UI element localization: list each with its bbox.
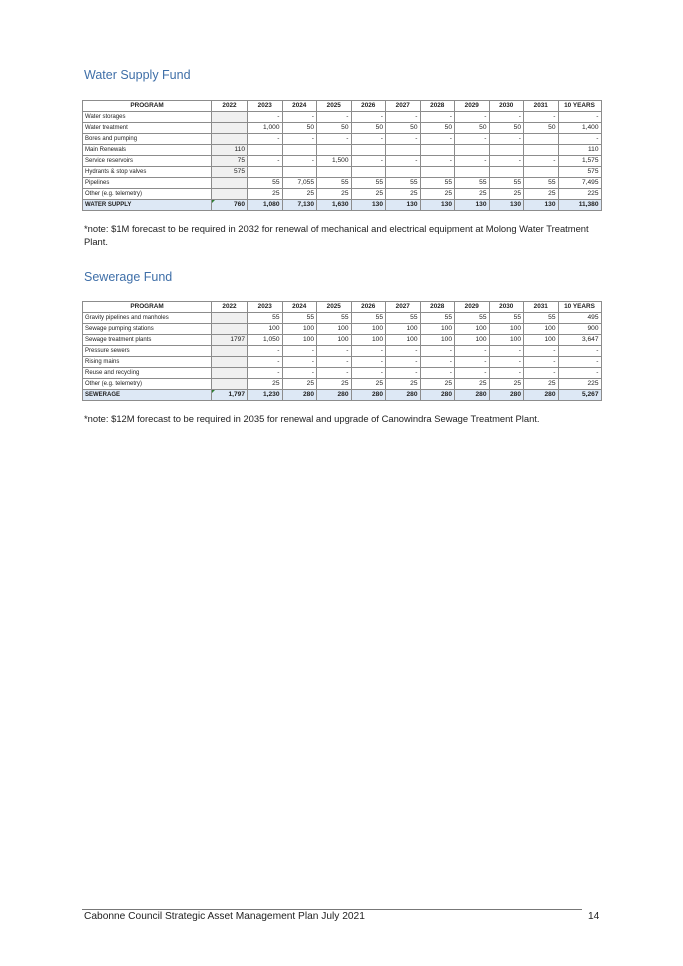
table-cell (282, 167, 317, 178)
table-cell (212, 200, 248, 211)
table-cell: - (420, 156, 455, 167)
table-cell: 280 (351, 390, 386, 401)
table-cell: - (317, 357, 352, 368)
table-row (83, 368, 602, 379)
table-cell: 25 (489, 189, 524, 200)
table-cell: 225 (558, 189, 601, 200)
table-cell: 25 (524, 379, 559, 390)
sewerage-title: Sewerage Fund (84, 270, 173, 284)
table-cell: - (455, 368, 490, 379)
table-cell (351, 167, 386, 178)
table-cell: 100 (282, 324, 317, 335)
table-cell: - (317, 368, 352, 379)
table-cell: 100 (420, 335, 455, 346)
table-cell: - (351, 156, 386, 167)
table-cell: 55 (420, 313, 455, 324)
table-cell (420, 145, 455, 156)
row-label: Other (e.g. telemetry) (83, 379, 212, 390)
table-cell: 100 (524, 324, 559, 335)
table-cell: 25 (282, 379, 317, 390)
table-cell: - (386, 357, 421, 368)
total-row (83, 390, 602, 401)
table-cell: - (248, 156, 283, 167)
table-cell (212, 368, 248, 379)
table-cell: 130 (524, 200, 559, 211)
table-cell (212, 379, 248, 390)
table-cell: - (524, 346, 559, 357)
row-label: Other (e.g. telemetry) (83, 189, 212, 200)
table-cell: 25 (317, 189, 352, 200)
table-cell: 3,647 (558, 335, 601, 346)
table-cell: - (351, 112, 386, 123)
water-supply-note: *note: $1M forecast to be required in 2032 for renewal of mechanical and electrical equipment at Molong Water Treatment Plant. (84, 223, 589, 247)
total-row (83, 200, 602, 211)
table-cell (524, 134, 559, 145)
water-supply-title: Water Supply Fund (84, 68, 191, 82)
row-label: Gravity pipelines and manholes (83, 313, 212, 324)
table-cell: 280 (420, 390, 455, 401)
table-row (83, 167, 602, 178)
table-cell: 280 (386, 390, 421, 401)
table-cell: - (558, 368, 601, 379)
table-cell: - (489, 112, 524, 123)
table-cell: 50 (524, 123, 559, 134)
table-cell: 25 (420, 379, 455, 390)
column-header: 10 YEARS (558, 101, 601, 112)
table-cell: - (386, 134, 421, 145)
table-cell: 25 (317, 379, 352, 390)
table-cell: 55 (420, 178, 455, 189)
table-cell: 575 (212, 167, 248, 178)
table-cell: - (489, 368, 524, 379)
table-cell: 25 (386, 189, 421, 200)
column-header: 2023 (248, 101, 283, 112)
table-cell: 130 (351, 200, 386, 211)
table-cell: 900 (558, 324, 601, 335)
table-cell: - (317, 112, 352, 123)
table-cell (386, 145, 421, 156)
table-row (83, 335, 602, 346)
table-cell: 25 (420, 189, 455, 200)
table-cell: 25 (248, 379, 283, 390)
column-header: 2023 (248, 302, 283, 313)
table-cell: 50 (282, 123, 317, 134)
table-cell: - (558, 134, 601, 145)
table-cell: - (420, 368, 455, 379)
table-cell: 100 (489, 324, 524, 335)
table-cell: - (248, 134, 283, 145)
table-cell: - (282, 134, 317, 145)
row-label: Rising mains (83, 357, 212, 368)
table-header-row (83, 302, 602, 313)
table-cell: 100 (386, 324, 421, 335)
table-cell: 25 (455, 189, 490, 200)
table-cell: - (248, 112, 283, 123)
table-row (83, 324, 602, 335)
table-cell: - (351, 134, 386, 145)
table-cell: 100 (489, 335, 524, 346)
table-cell: 50 (317, 123, 352, 134)
table-cell (489, 145, 524, 156)
table-cell: 25 (386, 379, 421, 390)
sewerage-table-body (83, 313, 602, 401)
table-cell (212, 189, 248, 200)
row-label: Water storages (83, 112, 212, 123)
table-cell (524, 167, 559, 178)
table-cell: 280 (489, 390, 524, 401)
table-cell: - (455, 156, 490, 167)
row-label: WATER SUPPLY (83, 200, 212, 211)
water-table-body (83, 112, 602, 211)
table-cell: - (317, 134, 352, 145)
table-cell: - (386, 156, 421, 167)
table-cell: 55 (524, 178, 559, 189)
table-cell: - (420, 134, 455, 145)
table-cell (282, 145, 317, 156)
table-cell: - (420, 112, 455, 123)
table-cell: 55 (455, 313, 490, 324)
table-cell: 1,230 (248, 390, 283, 401)
table-cell: 55 (386, 313, 421, 324)
table-cell: 50 (455, 123, 490, 134)
table-cell: 100 (282, 335, 317, 346)
table-cell: 7,130 (282, 200, 317, 211)
table-cell (248, 167, 283, 178)
table-cell (524, 145, 559, 156)
table-cell: 100 (317, 324, 352, 335)
table-cell: 75 (212, 156, 248, 167)
table-cell: 50 (351, 123, 386, 134)
table-cell: 25 (489, 379, 524, 390)
column-header: 2026 (351, 101, 386, 112)
table-cell: - (524, 156, 559, 167)
column-header: 2022 (212, 302, 248, 313)
table-cell: 5,267 (558, 390, 601, 401)
table-cell: - (455, 112, 490, 123)
table-cell: - (489, 357, 524, 368)
column-header: 2027 (386, 101, 421, 112)
row-label: Sewage treatment plants (83, 335, 212, 346)
sewerage-note: *note: $12M forecast to be required in 2035 for renewal and upgrade of Canowindra Sewage Treatment Plant. (84, 413, 540, 424)
column-header: 2022 (212, 101, 248, 112)
table-row (83, 346, 602, 357)
table-cell: - (248, 346, 283, 357)
table-cell (248, 145, 283, 156)
table-cell: - (524, 112, 559, 123)
table-cell: - (455, 357, 490, 368)
table-cell: 55 (524, 313, 559, 324)
table-cell: - (524, 368, 559, 379)
table-cell: 25 (351, 379, 386, 390)
table-cell: 100 (455, 324, 490, 335)
table-cell (212, 134, 248, 145)
row-label: Main Renewals (83, 145, 212, 156)
table-cell: 55 (282, 313, 317, 324)
table-cell: - (524, 357, 559, 368)
column-header: 2029 (455, 302, 490, 313)
row-label: Bores and pumping (83, 134, 212, 145)
column-header: 2025 (317, 101, 352, 112)
table-cell: - (558, 346, 601, 357)
table-cell: - (386, 368, 421, 379)
row-label: Reuse and recycling (83, 368, 212, 379)
table-cell: - (558, 357, 601, 368)
footer-divider (82, 909, 582, 910)
table-cell: - (455, 134, 490, 145)
row-label: SEWERAGE (83, 390, 212, 401)
column-header: 2024 (282, 302, 317, 313)
row-label: Pressure sewers (83, 346, 212, 357)
table-cell: - (420, 357, 455, 368)
column-header: 2031 (524, 101, 559, 112)
column-header: 2026 (351, 302, 386, 313)
table-cell: 110 (212, 145, 248, 156)
water-supply-table (82, 100, 602, 211)
table-cell: 280 (282, 390, 317, 401)
table-cell (455, 167, 490, 178)
table-cell: 50 (386, 123, 421, 134)
table-cell: 495 (558, 313, 601, 324)
row-label: Water treatment (83, 123, 212, 134)
table-cell: 25 (351, 189, 386, 200)
column-header: 2024 (282, 101, 317, 112)
table-cell: 25 (248, 189, 283, 200)
table-cell: 11,380 (558, 200, 601, 211)
table-cell: - (282, 156, 317, 167)
column-header: 2029 (455, 101, 490, 112)
page-number: 14 (588, 911, 600, 922)
table-cell: 7,495 (558, 178, 601, 189)
table-cell: - (489, 346, 524, 357)
table-cell: 280 (524, 390, 559, 401)
table-cell: 1,080 (248, 200, 283, 211)
table-cell: - (455, 346, 490, 357)
table-cell: 100 (351, 324, 386, 335)
table-cell (351, 145, 386, 156)
table-cell (317, 167, 352, 178)
table-cell: - (248, 368, 283, 379)
table-cell (212, 324, 248, 335)
table-cell: 110 (558, 145, 601, 156)
table-cell: - (282, 368, 317, 379)
sewerage-table (82, 301, 602, 401)
table-row (83, 357, 602, 368)
table-cell (212, 390, 248, 401)
table-cell: 280 (317, 390, 352, 401)
table-cell: - (420, 346, 455, 357)
table-cell (212, 357, 248, 368)
table-row (83, 156, 602, 167)
table-row (83, 112, 602, 123)
table-cell: 50 (489, 123, 524, 134)
table-cell: 55 (317, 313, 352, 324)
table-cell: 50 (420, 123, 455, 134)
table-cell: 130 (489, 200, 524, 211)
table-cell: 100 (386, 335, 421, 346)
table-cell: 7,055 (282, 178, 317, 189)
table-cell: - (386, 112, 421, 123)
row-label: Hydrants & stop valves (83, 167, 212, 178)
table-row (83, 189, 602, 200)
table-cell: - (282, 357, 317, 368)
table-row (83, 145, 602, 156)
table-header-row (83, 101, 602, 112)
table-row (83, 313, 602, 324)
column-header: 2030 (489, 101, 524, 112)
table-cell: - (558, 112, 601, 123)
table-cell (420, 167, 455, 178)
footer-title: Cabonne Council Strategic Asset Management Plan July 2021 (84, 911, 365, 922)
cell-value: 1,797 (228, 391, 245, 398)
table-cell: 130 (386, 200, 421, 211)
table-cell (212, 123, 248, 134)
row-label: Pipelines (83, 178, 212, 189)
table-cell: 1797 (212, 335, 248, 346)
table-cell: - (282, 112, 317, 123)
table-cell: 25 (282, 189, 317, 200)
row-label: Service reservoirs (83, 156, 212, 167)
table-cell: 55 (248, 313, 283, 324)
table-cell: - (351, 357, 386, 368)
cell-marker-icon (212, 200, 215, 203)
table-cell: 130 (455, 200, 490, 211)
table-cell: 55 (248, 178, 283, 189)
cell-marker-icon (212, 390, 215, 393)
table-cell: - (351, 346, 386, 357)
column-header: 2027 (386, 302, 421, 313)
table-cell: 55 (455, 178, 490, 189)
table-cell: 1,000 (248, 123, 283, 134)
table-cell (212, 178, 248, 189)
table-cell: 1,050 (248, 335, 283, 346)
table-row (83, 123, 602, 134)
table-row (83, 379, 602, 390)
table-cell (455, 145, 490, 156)
table-cell: 100 (524, 335, 559, 346)
table-cell (317, 145, 352, 156)
table-cell: 55 (386, 178, 421, 189)
table-cell: 25 (455, 379, 490, 390)
table-cell: 55 (489, 178, 524, 189)
table-cell: 100 (351, 335, 386, 346)
table-cell: - (317, 346, 352, 357)
table-cell: 55 (317, 178, 352, 189)
table-cell: 25 (524, 189, 559, 200)
table-cell: 1,400 (558, 123, 601, 134)
column-header: 2030 (489, 302, 524, 313)
table-cell (212, 313, 248, 324)
column-header: PROGRAM (83, 101, 212, 112)
table-cell: 55 (489, 313, 524, 324)
column-header: PROGRAM (83, 302, 212, 313)
table-cell: 1,575 (558, 156, 601, 167)
table-cell: 55 (351, 313, 386, 324)
table-row (83, 178, 602, 189)
table-cell: 130 (420, 200, 455, 211)
table-cell: 575 (558, 167, 601, 178)
table-cell: 100 (317, 335, 352, 346)
table-cell: 1,630 (317, 200, 352, 211)
table-cell (489, 167, 524, 178)
table-cell (386, 167, 421, 178)
table-row (83, 134, 602, 145)
table-cell: 55 (351, 178, 386, 189)
table-cell: 100 (455, 335, 490, 346)
row-label: Sewage pumping stations (83, 324, 212, 335)
table-cell: 280 (455, 390, 490, 401)
table-cell: 100 (248, 324, 283, 335)
table-cell: - (489, 156, 524, 167)
column-header: 2025 (317, 302, 352, 313)
column-header: 10 YEARS (558, 302, 601, 313)
table-cell: 100 (420, 324, 455, 335)
column-header: 2028 (420, 302, 455, 313)
table-cell: 225 (558, 379, 601, 390)
table-cell: - (248, 357, 283, 368)
table-cell: 1,500 (317, 156, 352, 167)
table-cell: - (351, 368, 386, 379)
table-cell: - (282, 346, 317, 357)
table-cell: - (489, 134, 524, 145)
column-header: 2028 (420, 101, 455, 112)
column-header: 2031 (524, 302, 559, 313)
cell-value: 760 (233, 201, 245, 208)
table-cell (212, 346, 248, 357)
table-cell: - (386, 346, 421, 357)
table-cell (212, 112, 248, 123)
